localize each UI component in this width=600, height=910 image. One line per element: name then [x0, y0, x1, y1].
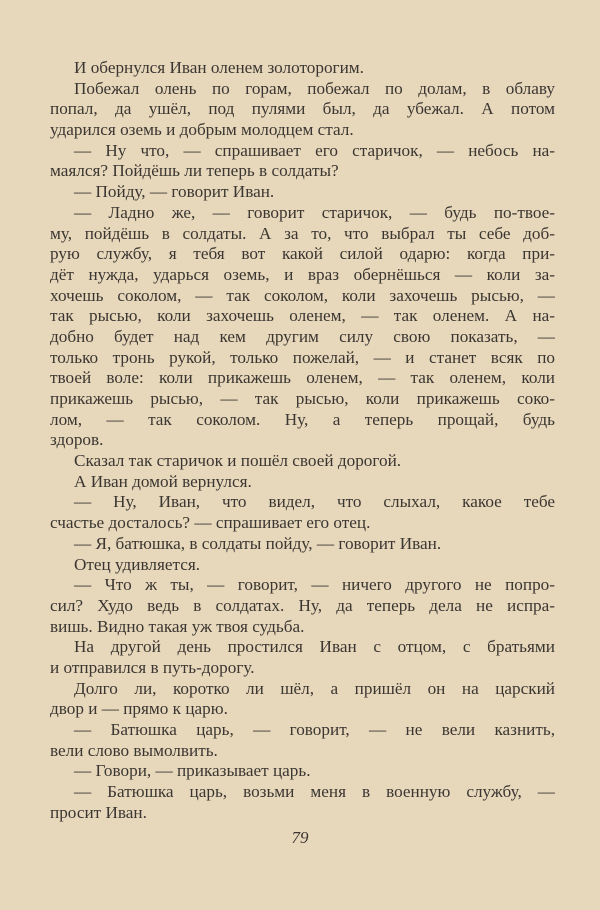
- paragraph: [50, 555, 555, 576]
- text-line: просит Иван.: [50, 802, 147, 822]
- text-line: — Пойду, — говорит Иван.: [74, 182, 275, 202]
- text-line: вели слово вымолвить.: [50, 740, 218, 760]
- text-line: сил? Худо ведь в солдатах. Ну, да теперь дела не испра-: [50, 595, 555, 615]
- text-line: рую службу, я тебя вот какой силой одарю: когда при-: [50, 244, 555, 264]
- text-line: двор и — прямо к царю.: [50, 699, 228, 719]
- paragraph: [50, 182, 555, 203]
- text-line: маялся? Пойдёшь ли теперь в солдаты?: [50, 161, 339, 181]
- text-line: А Иван домой вернулся.: [74, 471, 252, 491]
- text-line: дёт нужда, ударься оземь, и враз обернёшься — коли за-: [50, 264, 555, 284]
- paragraph: [50, 761, 555, 782]
- paragraph: [50, 472, 555, 493]
- paragraph: [50, 679, 555, 720]
- text-line: твоей воле: коли прикажешь оленем, — так оленем, коли: [50, 368, 555, 388]
- paragraph: [50, 575, 555, 637]
- text-line: попал, да ушёл, под пулями был, да убежал. А потом: [50, 99, 555, 119]
- text-line: — Что ж ты, — говорит, — ничего другого не попро-: [74, 575, 555, 595]
- paragraph: [50, 79, 555, 141]
- text-line: — Ну, Иван, что видел, что слыхал, какое тебе: [74, 492, 555, 512]
- text-line: — Батюшка царь, — говорит, — не вели казнить,: [74, 720, 555, 739]
- text-line: прикажешь рысью, — так рысью, коли прикажешь соко-: [50, 389, 555, 408]
- paragraph: [50, 782, 555, 823]
- book-page-text: [50, 58, 555, 823]
- text-line: здоров.: [50, 430, 104, 450]
- text-line: му, пойдёшь в солдаты. А за то, что выбрал ты себе доб-: [50, 223, 555, 243]
- text-line: — Батюшка царь, возьми меня в военную службу, —: [74, 782, 555, 802]
- text-line: — Ладно же, — говорит старичок, — будь по-твое-: [74, 202, 555, 222]
- paragraph: [50, 58, 555, 79]
- paragraph: [50, 203, 555, 451]
- text-line: и отправился в путь-дорогу.: [50, 657, 255, 677]
- text-line: вишь. Видно такая уж твоя судьба.: [50, 616, 305, 636]
- text-line: хочешь соколом, — так соколом, коли захочешь рысью, —: [50, 285, 555, 305]
- paragraph: [50, 637, 555, 678]
- page-number: 79: [291, 828, 309, 847]
- paragraph: [50, 534, 555, 555]
- text-line: так рысью, коли захочешь оленем, — так оленем. А на-: [50, 306, 555, 326]
- text-line: — Я, батюшка, в солдаты пойду, — говорит Иван.: [74, 533, 442, 553]
- text-line: — Говори, — приказывает царь.: [74, 761, 311, 781]
- text-line: Долго ли, коротко ли шёл, а пришёл он на царский: [74, 678, 555, 698]
- paragraph: [50, 141, 555, 182]
- paragraph: [50, 451, 555, 472]
- text-line: — Ну что, — спрашивает его старичок, — небось на-: [74, 140, 555, 160]
- text-line: добно будет над кем другим силу свою показать, —: [50, 326, 555, 346]
- text-line: Отец удивляется.: [74, 554, 201, 574]
- text-line: Сказал так старичок и пошёл своей дорогой.: [74, 451, 402, 471]
- text-line: лом, — так соколом. Ну, а теперь прощай, будь: [50, 409, 555, 429]
- text-line: И обернулся Иван оленем золоторогим.: [74, 58, 364, 77]
- text-line: только тронь рукой, только пожелай, — и станет всяк по: [50, 347, 555, 367]
- text-line: Побежал олень по горам, побежал по долам, в облаву: [74, 78, 555, 98]
- paragraph: [50, 492, 555, 533]
- text-line: счастье досталось? — спрашивает его отец.: [50, 513, 371, 533]
- paragraph: [50, 720, 555, 761]
- text-line: На другой день простился Иван с отцом, с братьями: [74, 637, 555, 657]
- text-line: ударился оземь и добрым молодцем стал.: [50, 120, 354, 140]
